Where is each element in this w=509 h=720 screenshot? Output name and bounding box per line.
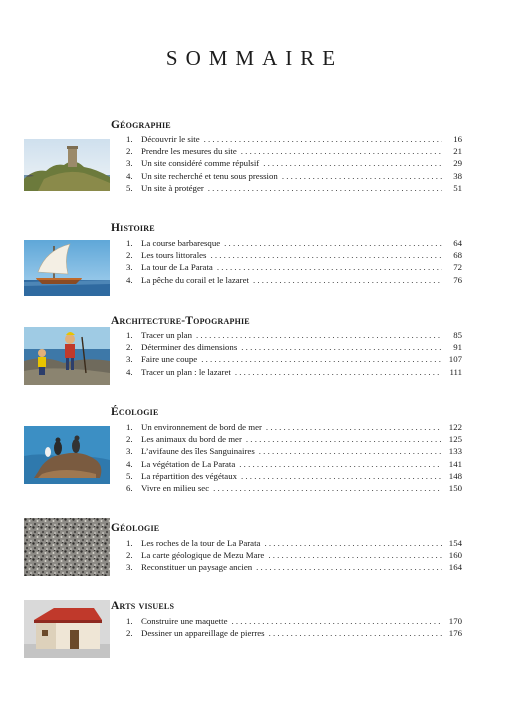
entry-label: La tour de La Parata xyxy=(141,262,213,273)
entry-number: 4. xyxy=(126,274,133,285)
entry-page: 133 xyxy=(448,446,462,457)
entry-page: 29 xyxy=(453,158,462,169)
entry-label: Tracer un plan : le lazaret xyxy=(141,366,231,377)
entry-number: 3. xyxy=(126,354,133,365)
entry-list xyxy=(126,329,462,378)
toc-entry[interactable] xyxy=(126,627,462,639)
dot-leader xyxy=(264,537,442,549)
entry-number: 1. xyxy=(126,134,133,144)
toc-entry[interactable] xyxy=(126,249,462,261)
toc-entry[interactable] xyxy=(126,470,462,482)
dot-leader xyxy=(208,182,442,194)
section-heading: Écologie xyxy=(111,406,159,418)
entry-list xyxy=(126,133,462,194)
dot-leader xyxy=(241,145,442,157)
entry-label: Vivre en milieu sec xyxy=(141,482,210,493)
entry-number: 3. xyxy=(126,562,133,573)
entry-page: 72 xyxy=(453,262,462,273)
entry-page: 150 xyxy=(448,482,462,493)
dot-leader xyxy=(266,421,442,433)
dot-leader xyxy=(241,470,442,482)
entry-page: 16 xyxy=(453,134,462,144)
entry-page: 141 xyxy=(448,458,462,469)
dot-leader xyxy=(253,274,442,286)
toc-entry[interactable] xyxy=(126,482,462,494)
toc-entry[interactable] xyxy=(126,341,462,353)
entry-list xyxy=(126,237,462,286)
entry-page: 176 xyxy=(448,628,462,639)
dot-leader xyxy=(213,482,442,494)
entry-number: 1. xyxy=(126,422,133,432)
entry-number: 3. xyxy=(126,446,133,457)
cormorants-photo xyxy=(24,426,110,484)
entry-number: 5. xyxy=(126,470,133,481)
toc-entry[interactable] xyxy=(126,145,462,157)
entry-page: 76 xyxy=(453,274,462,285)
entry-label: Les animaux du bord de mer xyxy=(141,434,242,445)
dot-leader xyxy=(204,133,442,145)
dot-leader xyxy=(282,170,442,182)
entry-label: Un environnement de bord de mer xyxy=(141,422,262,432)
entry-label: Un site considéré comme répulsif xyxy=(141,158,260,169)
surveyors-illustration xyxy=(24,327,110,385)
entry-label: Un site à protéger xyxy=(141,182,204,193)
dot-leader xyxy=(239,458,442,470)
entry-number: 2. xyxy=(126,250,133,261)
entry-number: 5. xyxy=(126,182,133,193)
stone-house-model-photo xyxy=(24,600,110,658)
toc-entry[interactable] xyxy=(126,157,462,169)
dot-leader xyxy=(246,433,442,445)
entry-page: 38 xyxy=(453,170,462,181)
dot-leader xyxy=(256,561,442,573)
island-tower-photo xyxy=(24,139,110,191)
entry-number: 1. xyxy=(126,538,133,548)
entry-label: Reconstituer un paysage ancien xyxy=(141,562,253,573)
entry-page: 51 xyxy=(453,182,462,193)
toc-entry[interactable] xyxy=(126,237,462,249)
dot-leader xyxy=(217,261,442,273)
entry-number: 6. xyxy=(126,482,133,493)
entry-label: L’avifaune des îles Sanguinaires xyxy=(141,446,255,457)
sailing-ship-illustration xyxy=(24,240,110,296)
toc-entry[interactable] xyxy=(126,458,462,470)
entry-label: Un site recherché et tenu sous pression xyxy=(141,170,278,181)
entry-number: 2. xyxy=(126,550,133,561)
entry-label: Les roches de la tour de La Parata xyxy=(141,538,261,548)
dot-leader xyxy=(259,445,442,457)
entry-page: 68 xyxy=(453,250,462,261)
section-heading: Géologie xyxy=(111,522,160,534)
entry-list xyxy=(126,615,462,639)
toc-entry[interactable] xyxy=(126,445,462,457)
toc-entry[interactable] xyxy=(126,421,462,433)
entry-label: Découvrir le site xyxy=(141,134,200,144)
dot-leader xyxy=(201,353,442,365)
toc-entry[interactable] xyxy=(126,561,462,573)
toc-entry[interactable] xyxy=(126,133,462,145)
entry-page: 154 xyxy=(448,538,462,548)
section-heading: Architecture-Topographie xyxy=(111,315,250,327)
dot-leader xyxy=(196,329,442,341)
toc-entry[interactable] xyxy=(126,329,462,341)
toc-entry[interactable] xyxy=(126,261,462,273)
toc-entry[interactable] xyxy=(126,353,462,365)
entry-number: 3. xyxy=(126,158,133,169)
entry-list xyxy=(126,421,462,494)
toc-entry[interactable] xyxy=(126,433,462,445)
dot-leader xyxy=(241,341,442,353)
section-heading: Histoire xyxy=(111,222,155,234)
dot-leader xyxy=(224,237,442,249)
entry-page: 164 xyxy=(448,562,462,573)
entry-number: 2. xyxy=(126,434,133,445)
entry-page: 148 xyxy=(448,470,462,481)
entry-number: 4. xyxy=(126,366,133,377)
entry-label: Déterminer des dimensions xyxy=(141,342,238,353)
entry-page: 111 xyxy=(449,366,462,377)
entry-number: 2. xyxy=(126,342,133,353)
entry-label: La végétation de La Parata xyxy=(141,458,236,469)
entry-label: La pêche du corail et le lazaret xyxy=(141,274,249,285)
entry-label: Construire une maquette xyxy=(141,616,228,626)
dot-leader xyxy=(235,366,442,378)
entry-page: 122 xyxy=(448,422,462,432)
entry-page: 21 xyxy=(453,146,462,157)
dot-leader xyxy=(268,549,442,561)
entry-label: La course barbaresque xyxy=(141,238,221,248)
entry-number: 4. xyxy=(126,458,133,469)
entry-number: 1. xyxy=(126,330,133,340)
entry-label: Les tours littorales xyxy=(141,250,207,261)
toc-entry[interactable] xyxy=(126,366,462,378)
entry-page: 85 xyxy=(453,330,462,340)
entry-page: 125 xyxy=(448,434,462,445)
toc-entry[interactable] xyxy=(126,537,462,549)
entry-number: 1. xyxy=(126,616,133,626)
entry-number: 4. xyxy=(126,170,133,181)
entry-number: 2. xyxy=(126,146,133,157)
dot-leader xyxy=(210,249,442,261)
entry-page: 91 xyxy=(453,342,462,353)
entry-number: 1. xyxy=(126,238,133,248)
entry-page: 160 xyxy=(448,550,462,561)
entry-label: La répartition des végétaux xyxy=(141,470,237,481)
toc-entry[interactable] xyxy=(126,170,462,182)
granite-texture-photo xyxy=(24,518,110,576)
toc-entry[interactable] xyxy=(126,274,462,286)
dot-leader xyxy=(269,627,442,639)
entry-number: 3. xyxy=(126,262,133,273)
entry-label: Prendre les mesures du site xyxy=(141,146,237,157)
entry-number: 2. xyxy=(126,628,133,639)
entry-list xyxy=(126,537,462,574)
toc-entry[interactable] xyxy=(126,615,462,627)
entry-label: La carte géologique de Mezu Mare xyxy=(141,550,265,561)
section-heading: Géographie xyxy=(111,119,171,131)
entry-page: 64 xyxy=(453,238,462,248)
page-title: SOMMAIRE xyxy=(165,46,344,70)
entry-label: Tracer un plan xyxy=(141,330,192,340)
toc-entry[interactable] xyxy=(126,549,462,561)
toc-entry[interactable] xyxy=(126,182,462,194)
entry-page: 170 xyxy=(448,616,462,626)
entry-label: Dessiner un appareillage de pierres xyxy=(141,628,265,639)
entry-label: Faire une coupe xyxy=(141,354,198,365)
section-heading: Arts visuels xyxy=(111,600,175,612)
entry-page: 107 xyxy=(448,354,462,365)
dot-leader xyxy=(231,615,442,627)
dot-leader xyxy=(263,157,442,169)
